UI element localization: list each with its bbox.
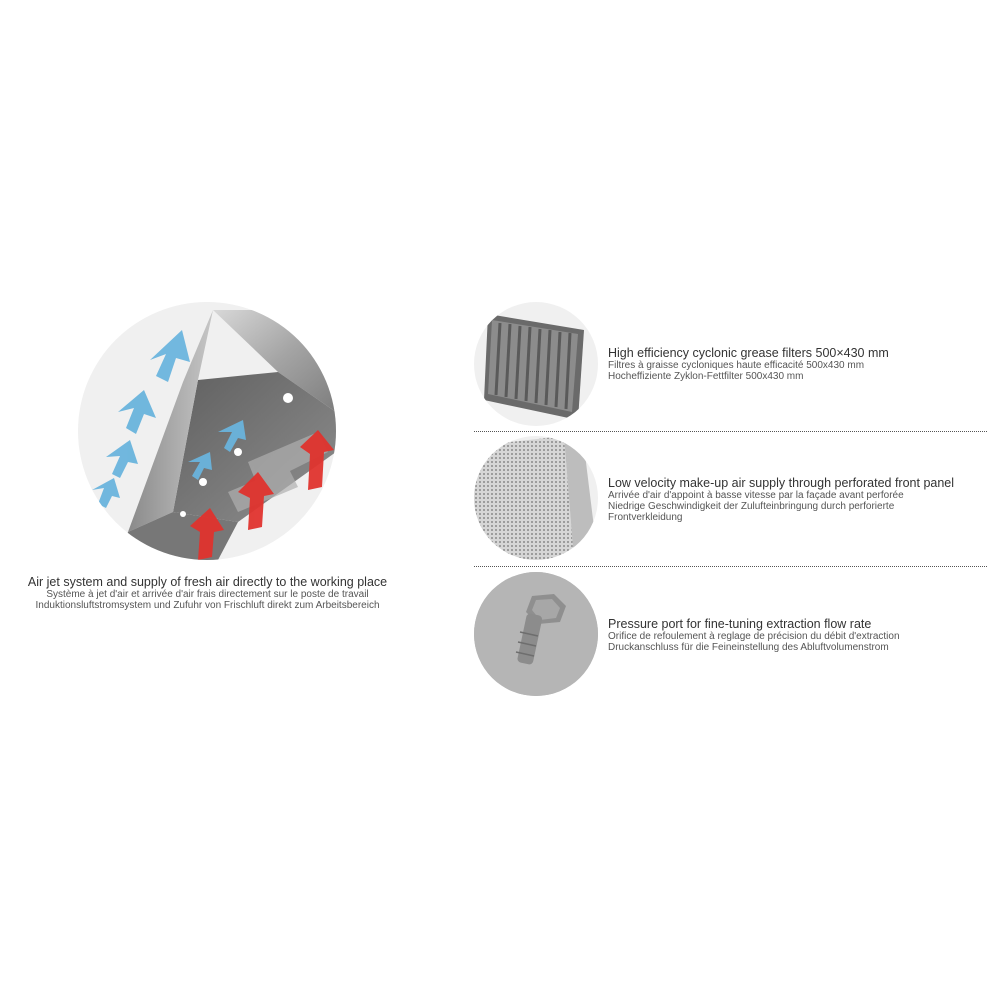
divider (474, 431, 987, 432)
feature-line-de-continued: Frontverkleidung (608, 512, 683, 523)
hero-line-fr: Système à jet d'air et arrivée d'air frais directement sur le poste de travail (46, 589, 369, 600)
hood-air-jet-illustration (78, 302, 336, 560)
hero-caption (0, 575, 415, 611)
perforated-panel-graphic (474, 436, 598, 560)
grease-filter-graphic (474, 302, 598, 426)
feature-grease-filter (608, 346, 988, 382)
pressure-port-graphic (474, 572, 598, 696)
perforated-panel-image (474, 436, 598, 560)
feature-title: Low velocity make-up air supply through perforated front panel (608, 476, 955, 490)
feature-title: High efficiency cyclonic grease filters 500×430 mm (608, 346, 889, 360)
feature-line-de: Hocheffiziente Zyklon-Fettfilter 500x430 mm (608, 371, 804, 382)
pressure-port-image (474, 572, 598, 696)
feature-line-de: Niedrige Geschwindigkeit der Zulufteinbringung durch perforierte (608, 501, 895, 512)
feature-title: Pressure port for fine-tuning extraction flow rate (608, 617, 872, 631)
hero-line-de: Induktionsluftstromsystem und Zufuhr von Frischluft direkt zum Arbeitsbereich (35, 600, 380, 611)
feature-line-fr: Orifice de refoulement à reglage de précision du débit d'extraction (608, 631, 900, 642)
divider (474, 566, 987, 567)
feature-line-fr: Filtres à graisse cycloniques haute efficacité 500x430 mm (608, 360, 865, 371)
feature-line-de: Druckanschluss für die Feineinstellung des Abluftvolumenstrom (608, 642, 889, 653)
hero-title: Air jet system and supply of fresh air directly to the working place (27, 575, 388, 589)
grease-filter-image (474, 302, 598, 426)
feature-pressure-port (608, 617, 988, 653)
hood-air-jet-graphic (78, 302, 336, 560)
feature-line-fr: Arrivée d'air d'appoint à basse vitesse par la façade avant perforée (608, 490, 904, 501)
feature-perforated-panel (608, 476, 988, 523)
